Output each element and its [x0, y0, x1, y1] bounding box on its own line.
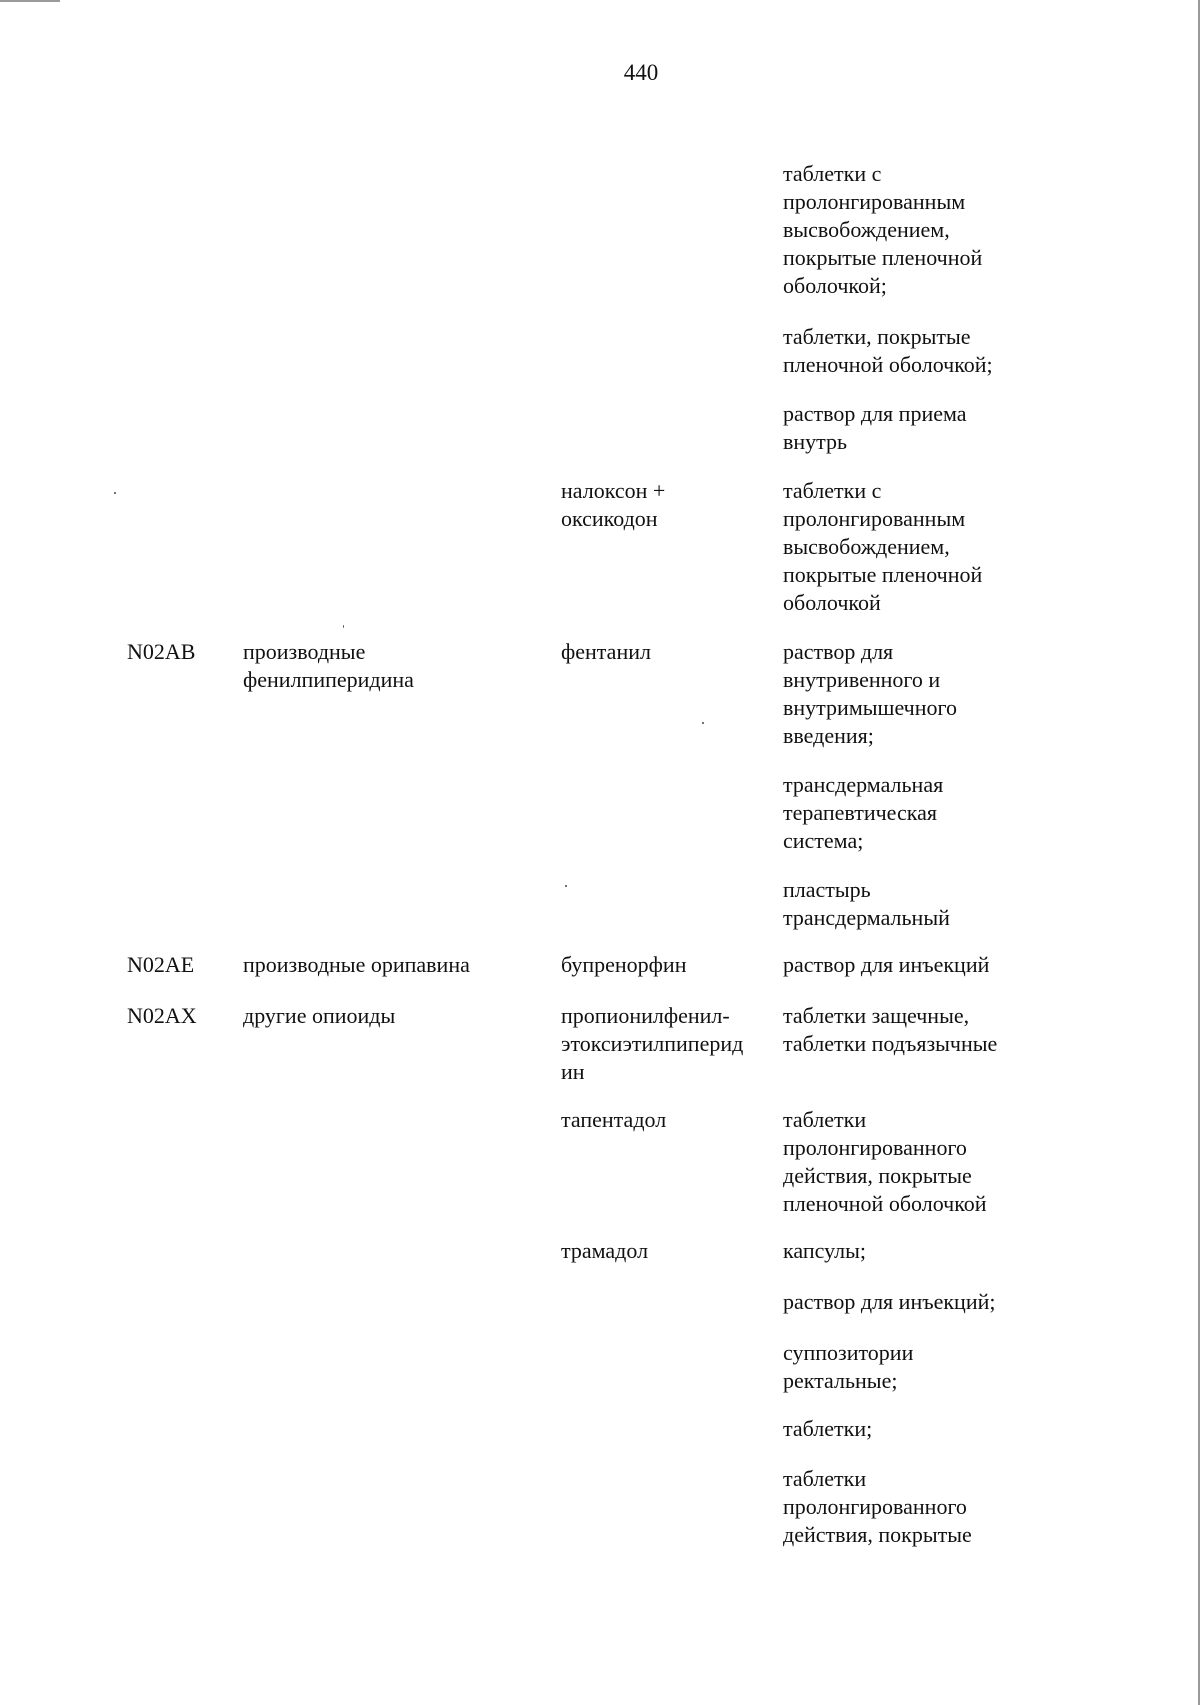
form-line: пролонгированным	[783, 506, 966, 531]
scan-speck	[114, 492, 116, 494]
form-line: трансдермальная	[783, 772, 944, 797]
group-line: производные	[243, 639, 366, 664]
atc-code: N02AB	[127, 639, 196, 664]
atc-code: N02AX	[127, 1003, 197, 1028]
form-line: таблетки с	[783, 478, 882, 503]
form-line: оболочкой;	[783, 273, 887, 298]
atc-code: N02AE	[127, 952, 195, 977]
drug-line: фентанил	[561, 639, 651, 664]
form-line: терапевтическая	[783, 800, 937, 825]
form-line: таблетки	[783, 1466, 867, 1491]
form-line: внутримышечного	[783, 695, 957, 720]
form-block	[783, 477, 982, 617]
form-line: раствор для приема	[783, 401, 967, 426]
drug-line: трамадол	[561, 1238, 649, 1263]
drug-name	[561, 1237, 648, 1265]
drug-line: оксикодон	[561, 506, 658, 531]
form-line: пленочной оболочкой;	[783, 352, 993, 377]
form-line: пролонгированным	[783, 189, 966, 214]
form-line: суппозитории	[783, 1340, 914, 1365]
form-line: таблетки защечные,	[783, 1003, 970, 1028]
form-line: введения;	[783, 723, 874, 748]
scan-edge-top	[0, 0, 60, 2]
drug-line: тапентадол	[561, 1107, 667, 1132]
drug-name	[561, 1106, 666, 1134]
form-block	[783, 1237, 866, 1265]
group-line: производные орипавина	[243, 952, 470, 977]
form-line: пролонгированного	[783, 1135, 967, 1160]
form-block	[783, 1002, 997, 1058]
drug-name	[561, 951, 686, 979]
form-line: таблетки подъязычные	[783, 1031, 998, 1056]
form-block	[783, 771, 943, 855]
form-line: таблетки, покрытые	[783, 324, 971, 349]
drug-name	[561, 638, 651, 666]
drug-name	[561, 1002, 743, 1086]
form-block	[783, 1465, 972, 1549]
form-line: раствор для	[783, 639, 894, 664]
form-block	[783, 1288, 995, 1316]
form-block	[783, 951, 989, 979]
form-line: пленочной оболочкой	[783, 1191, 987, 1216]
scan-speck	[702, 722, 704, 724]
drug-line: пропионилфенил-	[561, 1003, 730, 1028]
form-line: раствор для инъекций;	[783, 1289, 996, 1314]
form-line: внутривенного и	[783, 667, 941, 692]
group-line: фенилпиперидина	[243, 667, 414, 692]
form-block	[783, 638, 957, 750]
form-line: пролонгированного	[783, 1494, 967, 1519]
form-line: оболочкой	[783, 590, 881, 615]
form-block	[783, 400, 967, 456]
form-block	[783, 160, 982, 300]
atc-group	[243, 1002, 395, 1030]
drug-line: бупренорфин	[561, 952, 687, 977]
atc-group	[243, 951, 470, 979]
form-line: раствор для инъекций	[783, 952, 990, 977]
form-line: действия, покрытые	[783, 1163, 972, 1188]
form-line: трансдермальный	[783, 905, 950, 930]
form-line: таблетки	[783, 1107, 867, 1132]
form-line: система;	[783, 828, 864, 853]
scan-speck	[565, 885, 567, 887]
form-line: пластырь	[783, 877, 871, 902]
form-line: внутрь	[783, 429, 848, 454]
form-block	[783, 876, 950, 932]
form-block	[783, 323, 993, 379]
drug-line: ин	[561, 1059, 585, 1084]
form-line: капсулы;	[783, 1238, 866, 1263]
scan-speck	[343, 625, 344, 628]
page-number: 440	[623, 60, 659, 85]
drug-name	[561, 477, 665, 533]
form-block	[783, 1415, 872, 1443]
form-line: покрытые пленочной	[783, 245, 983, 270]
drug-line: этоксиэтилпиперид	[561, 1031, 744, 1056]
form-line: покрытые пленочной	[783, 562, 983, 587]
group-line: другие опиоиды	[243, 1003, 396, 1028]
form-line: высвобождением,	[783, 217, 950, 242]
form-line: таблетки с	[783, 161, 882, 186]
form-block	[783, 1106, 987, 1218]
form-line: действия, покрытые	[783, 1522, 972, 1547]
form-line: ректальные;	[783, 1368, 898, 1393]
form-line: таблетки;	[783, 1416, 873, 1441]
form-line: высвобождением,	[783, 534, 950, 559]
drug-line: налоксон +	[561, 478, 666, 503]
form-block	[783, 1339, 913, 1395]
atc-group	[243, 638, 414, 694]
